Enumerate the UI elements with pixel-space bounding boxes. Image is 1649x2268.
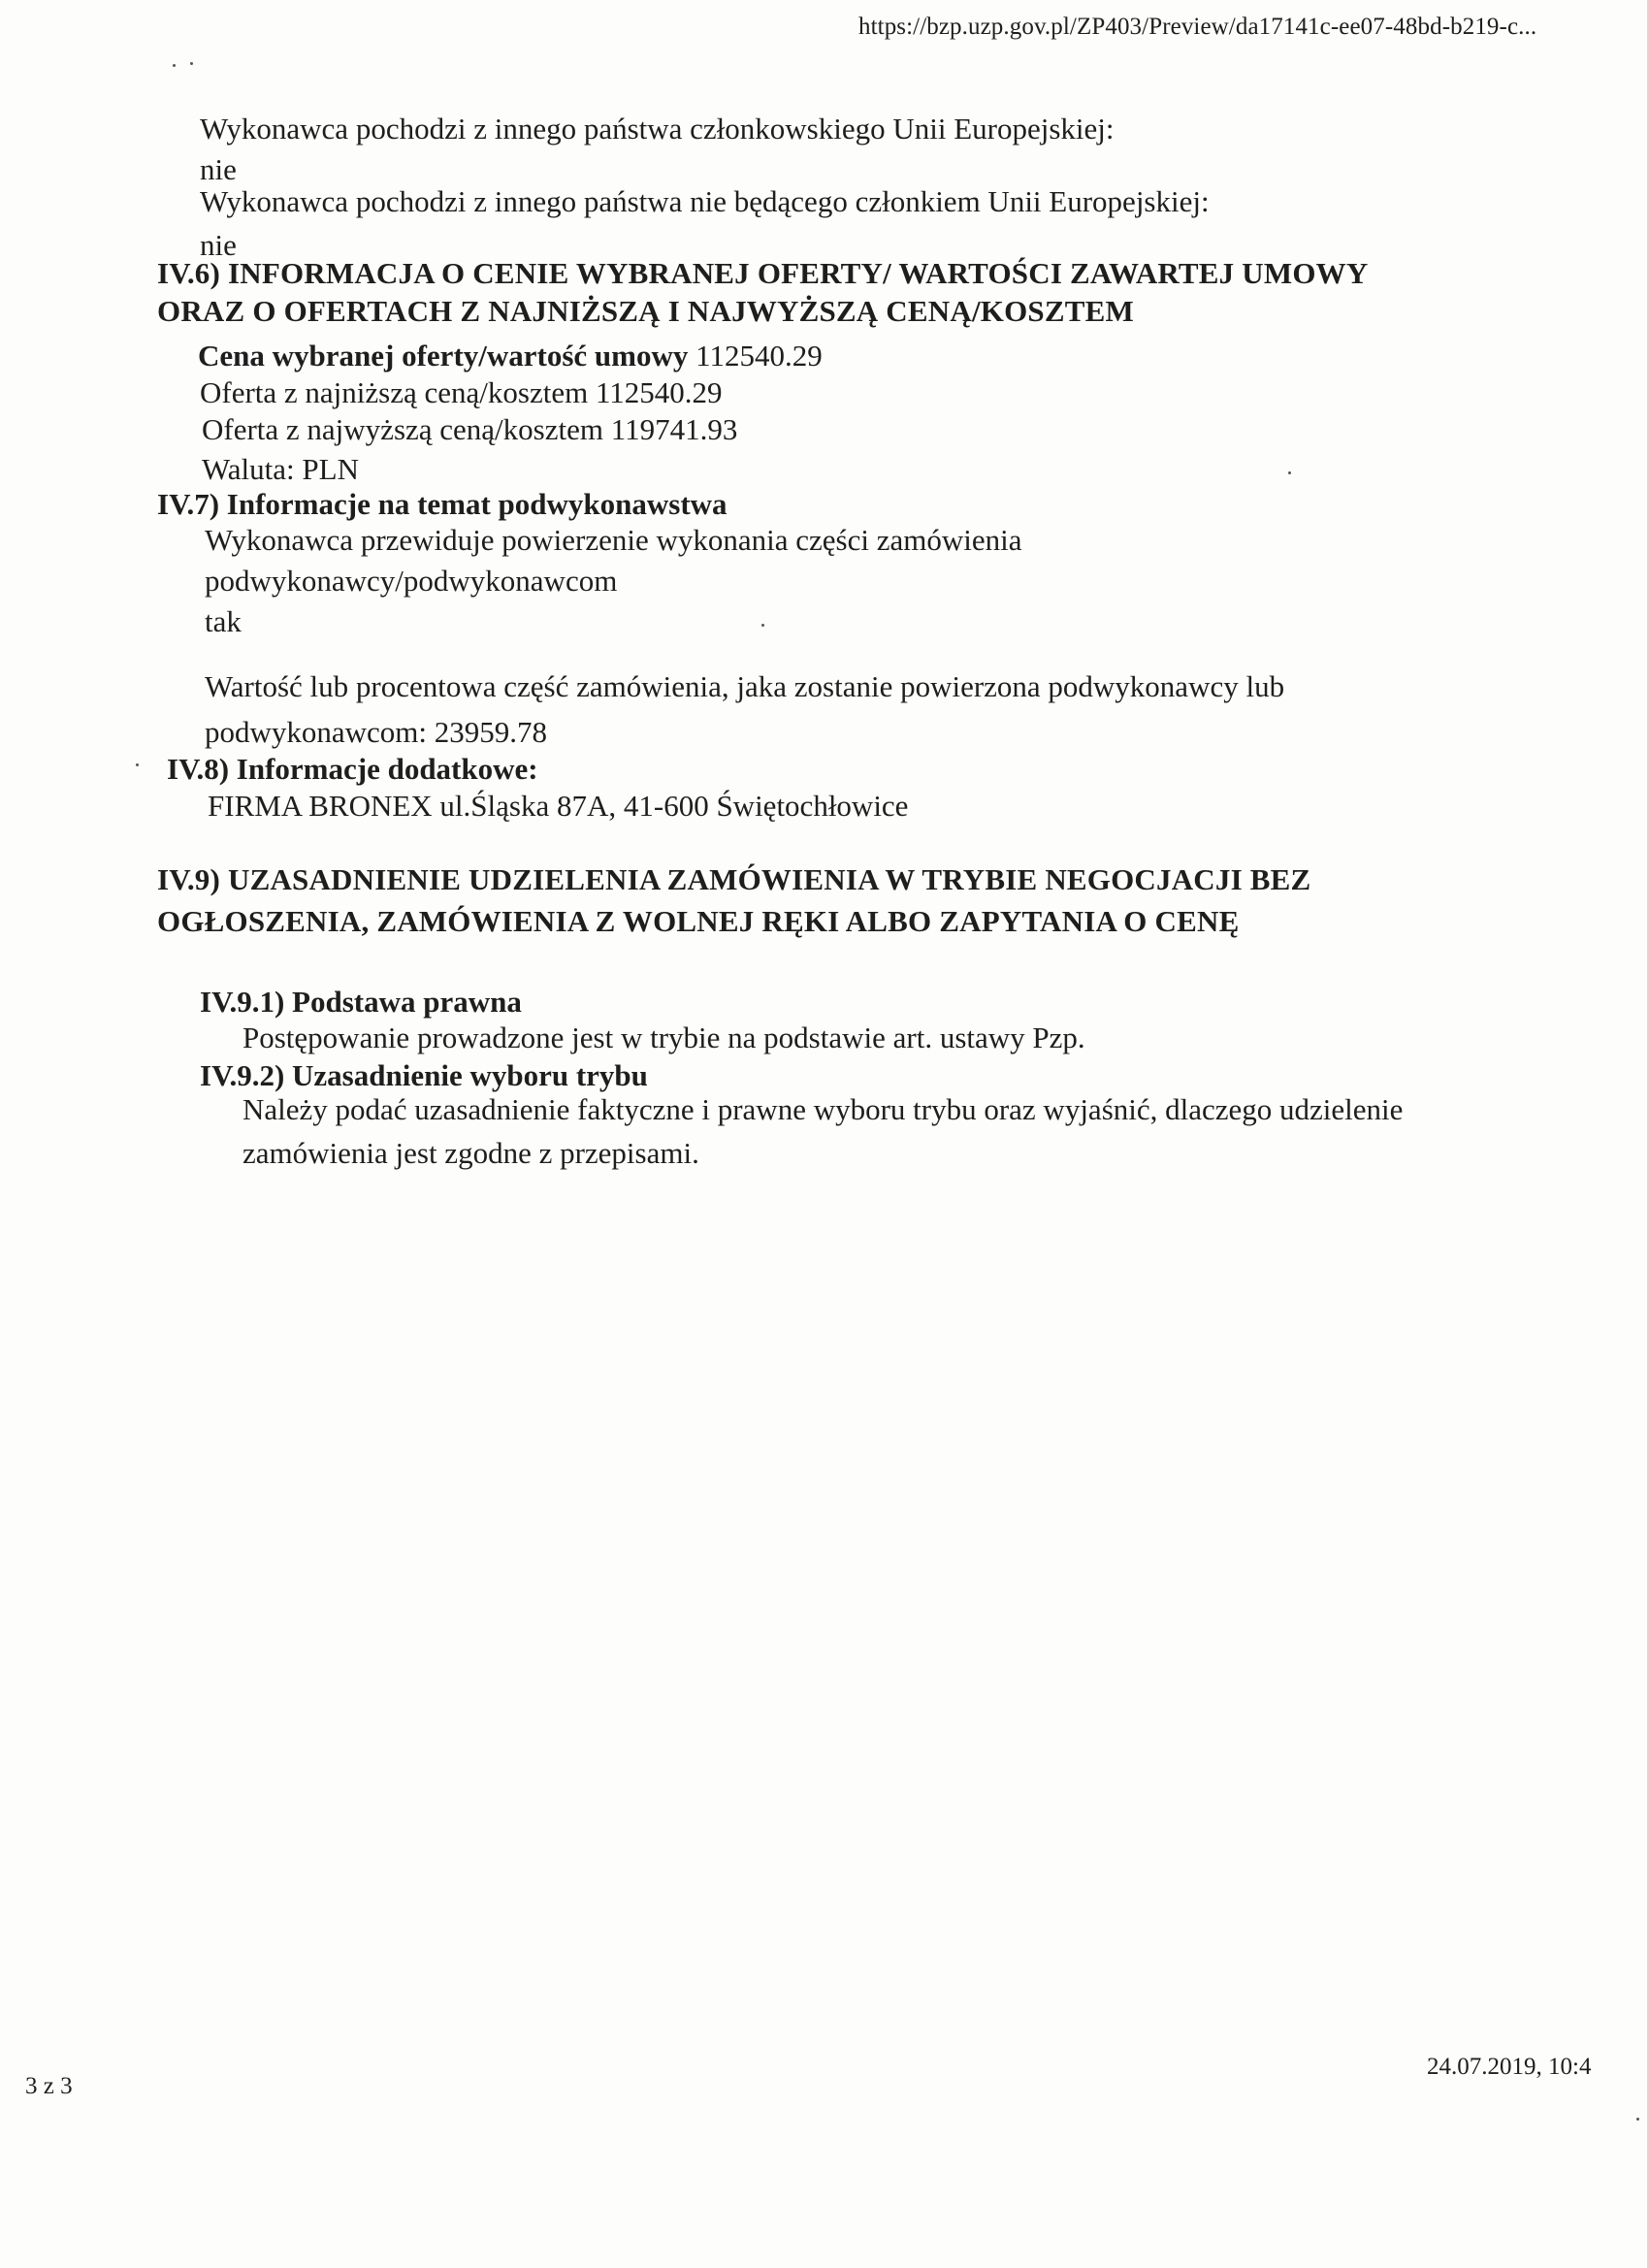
currency-label: Waluta: [202,452,295,486]
selected-price-label: Cena wybranej oferty/wartość umowy [198,339,689,373]
section-iv9-2-title: IV.9.2) Uzasadnienie wyboru trybu [200,1058,648,1092]
selected-price-value: 112540.29 [695,339,823,373]
highest-price-label: Oferta z najwyższą ceną/kosztem [202,412,603,446]
selected-price-row [198,337,823,375]
page-number: 3 z 3 [25,2073,73,2099]
lowest-price-value: 112540.29 [595,375,723,409]
section-iv9-title-line1: IV.9) UZASADNIENIE UDZIELENIA ZAMÓWIENIA W TRYBIE NEGOCJACJI BEZ [157,862,1311,896]
scan-speck [173,64,176,67]
subcontract-share-line2: podwykonawcom: 23959.78 [205,715,548,749]
scan-speck [190,62,193,65]
lowest-price-row [200,373,723,412]
mode-justification-line2: zamówienia jest zgodne z przepisami. [242,1136,699,1170]
lowest-price-label: Oferta z najniższą ceną/kosztem [200,375,589,409]
additional-info-text: FIRMA BRONEX ul.Śląska 87A, 41-600 Świętochłowice [208,789,909,823]
currency-value: PLN [302,452,359,486]
non-eu-value: nie [200,228,237,262]
section-iv9-title-line2: OGŁOSZENIA, ZAMÓWIENIA Z WOLNEJ RĘKI ALBO ZAPYTANIA O CENĘ [157,904,1240,938]
section-iv9-1-title: IV.9.1) Podstawa prawna [200,985,522,1019]
currency-row [202,450,359,489]
section-iv6-title-line1: IV.6) INFORMACJA O CENIE WYBRANEJ OFERTY/ WARTOŚCI ZAWARTEJ UMOWY [157,256,1369,290]
section-iv7-title: IV.7) Informacje na temat podwykonawstwa [157,487,728,521]
scan-speck [761,624,764,627]
legal-basis-text: Postępowanie prowadzone jest w trybie na podstawie art. ustawy Pzp. [242,1021,1085,1054]
page-url: https://bzp.uzp.gov.pl/ZP403/Preview/da17141c-ee07-48bd-b219-c... [858,14,1537,40]
scan-speck [1288,471,1291,474]
section-iv6-title-line2: ORAZ O OFERTACH Z NAJNIŻSZĄ I NAJWYŻSZĄ CENĄ/KOSZTEM [157,294,1134,328]
scan-speck [136,763,139,766]
print-timestamp: 24.07.2019, 10:4 [1427,2054,1592,2080]
mode-justification-line1: Należy podać uzasadnienie faktyczne i prawne wyboru trybu oraz wyjaśnić, dlaczego udzielenie [242,1092,1404,1126]
highest-price-row [202,410,737,449]
scan-speck [1636,2118,1639,2121]
subcontract-text-line1: Wykonawca przewiduje powierzenie wykonania części zamówienia [205,523,1022,557]
non-eu-label: Wykonawca pochodzi z innego państwa nie będącego członkiem Unii Europejskiej: [200,184,1210,218]
highest-price-value: 119741.93 [610,412,738,446]
eu-member-label: Wykonawca pochodzi z innego państwa członkowskiego Unii Europejskiej: [200,112,1115,146]
subcontract-text-line2: podwykonawcy/podwykonawcom [205,564,618,598]
eu-member-value: nie [200,152,237,186]
section-iv8-title: IV.8) Informacje dodatkowe: [167,752,538,786]
subcontract-answer: tak [205,604,242,638]
subcontract-share-line1: Wartość lub procentowa część zamówienia, jaka zostanie powierzona podwykonawcy lub [205,669,1285,703]
